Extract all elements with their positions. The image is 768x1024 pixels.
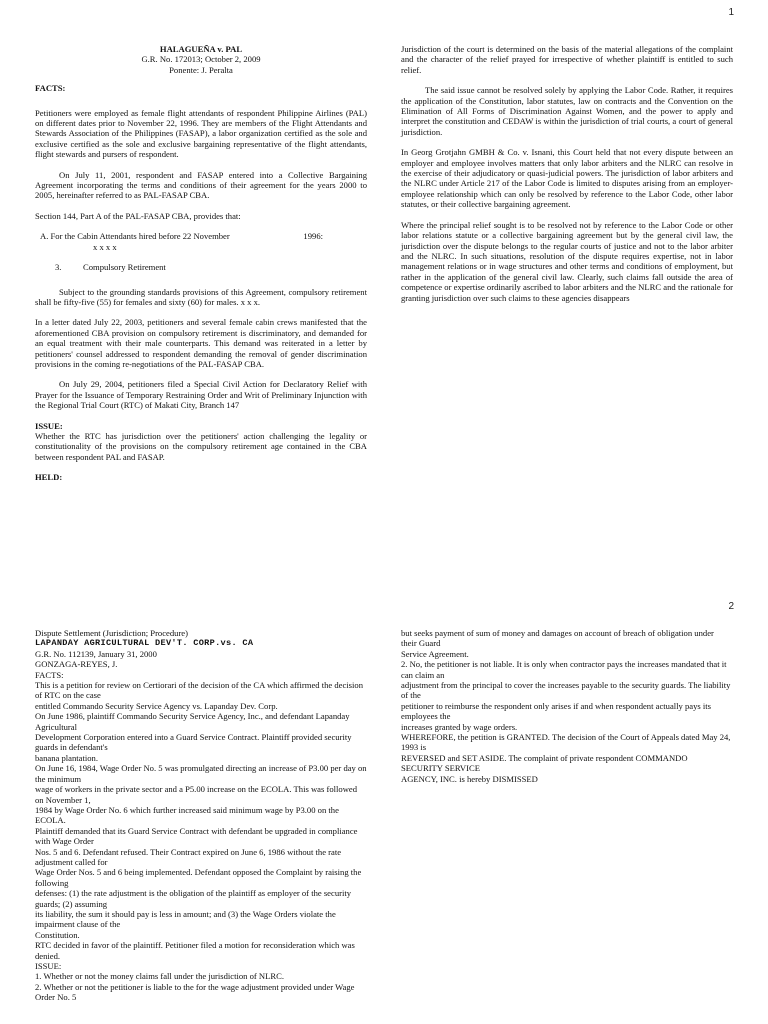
text-line: defenses: (1) the rate adjustment is the obligation of the plaintiff as employer of the security guards; (2) assuming bbox=[35, 888, 352, 909]
text-line: REVERSED and SET ASIDE. The complaint of private respondent COMMANDO SECURITY SERVICE bbox=[401, 752, 688, 774]
issue-text: Whether the RTC has jurisdiction over the petitioners' action challenging the legality or constitutionality of the provisions on the compulsory retirement age contained in the CBA between respondent PAL and FASAP. bbox=[35, 430, 367, 462]
text-line: RTC decided in favor of the plaintiff. Petitioner filed a motion for reconsideration which was denied. bbox=[35, 940, 355, 961]
text-line: entitled Commando Security Service Agency vs. Lapanday Dev. Corp. bbox=[35, 700, 278, 711]
cba-item-3-number: 3. bbox=[55, 262, 62, 273]
case-title: LAPANDAY AGRICULTURAL DEV'T. CORP.vs. CA bbox=[35, 638, 254, 649]
text-line: but seeks payment of sum of money and damages on account of breach of obligation under their Guard bbox=[401, 628, 714, 649]
text-line: Plaintiff demanded that its Guard Service Contract with defendant be upgraded in compliance with Wage Order bbox=[35, 825, 358, 847]
case-ponente: Ponente: J. Peralta bbox=[169, 64, 233, 75]
facts-paragraph: Petitioners were employed as female flight attendants of respondent Philippine Airlines (PAL) on different dates prior to November 22, 1996. They are members of the Flight Attendants and Stewards Association of the Philippines (FASAP), a labor organization certified as the sole and exclusive certified as the sole and exclusive bargaining representative of the flight attendants, flight stewards and pursers of respondent. bbox=[35, 107, 367, 160]
text-line: This is a petition for review on Certiorari of the decision of the CA which affirmed the decision of RTC on the case bbox=[35, 680, 363, 701]
text-line: banana plantation. bbox=[35, 752, 98, 763]
text-line: petitioner to reimburse the respondent only arises if and when respondent actually pays its employees the bbox=[401, 700, 712, 722]
cba-quote: Subject to the grounding standards provisions of this Agreement, compulsory retirement shall be fifty-five (55) for females and sixty (60) for males. x x x. bbox=[35, 286, 367, 307]
cba-item-a-text: A. For the Cabin Attendants hired before 22 November bbox=[40, 231, 230, 242]
page-number: 1 bbox=[728, 7, 734, 18]
text-line: Constitution. bbox=[35, 929, 80, 940]
cba-xxxx: x x x x bbox=[93, 241, 117, 252]
facts-paragraph: On July 11, 2001, respondent and FASAP entered into a Collective Bargaining Agreement incorporating the terms and conditions of their agreement for the years 2000 to 2005, hereinafter referred to as PAL-FASAP CBA. bbox=[35, 169, 367, 201]
cba-item-a-year: 1996: bbox=[303, 231, 323, 242]
page-number: 2 bbox=[728, 601, 734, 612]
cba-item-3 bbox=[35, 262, 367, 272]
text-line: 1984 by Wage Order No. 6 which further increased said minimum wage by P3.00 on the ECOLA. bbox=[35, 804, 339, 826]
left-column bbox=[35, 628, 367, 1003]
held-paragraph: Where the principal relief sought is to be resolved not by reference to the Labor Code or other labor relations statute or a collective bargaining agreement but by the general civil law, the jurisdiction over the dispute belongs to the regular courts of justice and not to the labor arbiter and the NLRC. In such situations, resolution of the dispute requires expertise, not in labor management relations or in wage structures and other terms and conditions of employment, but rather in the application of the general civil law. Clearly, such claims fall outside the area of competence or expertise ordinarily ascribed to labor arbiters and the NLRC and the rationale for granting jurisdiction over such claims to these agencies disappears bbox=[401, 219, 733, 303]
text-line: Nos. 5 and 6. Defendant refused. Their Contract expired on June 6, 1986 without the rate adjustment called for bbox=[35, 846, 342, 867]
text-line: WHEREFORE, the petition is GRANTED. The decision of the Court of Appeals dated May 24, 1993 is bbox=[401, 732, 731, 753]
cba-item-a bbox=[35, 231, 367, 241]
text-line: On June 1986, plaintiff Commando Security Service Agency, Inc., and defendant Lapanday Agricultural bbox=[35, 711, 350, 732]
held-paragraph: In Georg Grotjahn GMBH & Co. v. Isnani, this Court held that not every dispute between an employer and employee involves matters that only labor arbiters and the NLRC can resolve in the exercise of their adjudicatory or quasi-judicial powers. The jurisdiction of labor arbiters and the NLRC under Article 217 of the Labor Code is limited to disputes arising from an employer-employee relationship which can only be resolved by reference to the Labor Code, other labor statutes, or their collective bargaining agreement. bbox=[401, 147, 733, 210]
text-line: Service Agreement. bbox=[401, 648, 469, 659]
facts-heading: FACTS: bbox=[35, 83, 66, 94]
issue-item: 2. Whether or not the petitioner is liable to the for the wage adjustment provided under Wage Order No. 5 bbox=[35, 981, 355, 1003]
held-paragraph: The said issue cannot be resolved solely by applying the Labor Code. Rather, it requires the application of the Constitution, labor statutes, law on contracts and the Convention on the Elimination of All Forms of Discrimination Against Women, and the power to apply and interpret the constitution and CEDAW is within the jurisdiction of trial courts, a court of general jurisdiction. bbox=[401, 85, 733, 137]
case-citation: G.R. No. 112139, January 31, 2000 bbox=[35, 648, 157, 659]
text-line: Development Corporation entered into a Guard Service Contract. Plaintiff provided security guards in defendant's bbox=[35, 732, 352, 753]
case-title: HALAGUEÑA v. PAL bbox=[159, 44, 243, 54]
facts-paragraph: On July 29, 2004, petitioners filed a Special Civil Action for Declaratory Relief with Prayer for the Issuance of Temporary Restraining Order and Writ of Preliminary Injunction with the Regional Trial Court (RTC) of Makati City, Branch 147 bbox=[35, 379, 367, 411]
text-line: AGENCY, INC. is hereby DISMISSED bbox=[401, 773, 538, 784]
text-line: 2. No, the petitioner is not liable. It is only when contractor pays the increases mandated that it can claim an bbox=[401, 659, 727, 680]
text-line: wage of workers in the private sector and a P5.00 increase on the ECOLA. This was followed on November 1, bbox=[35, 784, 358, 805]
case-citation: G.R. No. 172013; October 2, 2009 bbox=[141, 54, 261, 65]
text-line: Wage Order Nos. 5 and 6 being implemented. Defendant opposed the Complaint by raising the following bbox=[35, 867, 362, 888]
text-line: adjustment from the principal to cover the increases payable to the security guards. The liability of the bbox=[401, 680, 731, 701]
right-column bbox=[401, 44, 733, 313]
right-column bbox=[401, 628, 731, 784]
held-paragraph: Jurisdiction of the court is determined on the basis of the material allegations of the complaint and the character of the relief prayed for irrespective of whether plaintiff is entitled to such relief. bbox=[401, 44, 733, 75]
issue-heading: ISSUE: bbox=[35, 961, 62, 971]
facts-paragraph: In a letter dated July 22, 2003, petitioners and several female cabin crews manifested that the aforementioned CBA provision on compulsory retirement is discriminatory, and demanded for an equal treatment with their male counterparts. This demand was reiterated in a letter by petitioners' counsel addressed to respondent demanding the removal of gender discrimination provisions in the coming re-negotiations of the PAL-FASAP CBA. bbox=[35, 317, 367, 369]
case-ponente: GONZAGA-REYES, J. bbox=[35, 659, 118, 670]
facts-paragraph: Section 144, Part A of the PAL-FASAP CBA, provides that: bbox=[35, 210, 241, 221]
held-heading: HELD: bbox=[35, 472, 63, 483]
document-page-2 bbox=[0, 596, 768, 1024]
section-topic: Dispute Settlement (Jurisdiction; Procedure) bbox=[35, 628, 188, 638]
issue-item: 1. Whether or not the money claims fall under the jurisdiction of NLRC. bbox=[35, 971, 285, 982]
text-line: On June 16, 1984, Wage Order No. 5 was promulgated directing an increase of P3.00 per day on the minimum bbox=[35, 763, 367, 784]
facts-heading: FACTS: bbox=[35, 669, 64, 680]
text-line: its liability, the sum it should pay is less in amount; and (3) the Wage Orders violate the impairment clause of the bbox=[35, 908, 336, 930]
text-line: increases granted by wage orders. bbox=[401, 721, 518, 732]
cba-item-3-label: Compulsory Retirement bbox=[83, 262, 166, 273]
left-column bbox=[35, 44, 367, 483]
issue-heading: ISSUE: bbox=[35, 420, 63, 431]
